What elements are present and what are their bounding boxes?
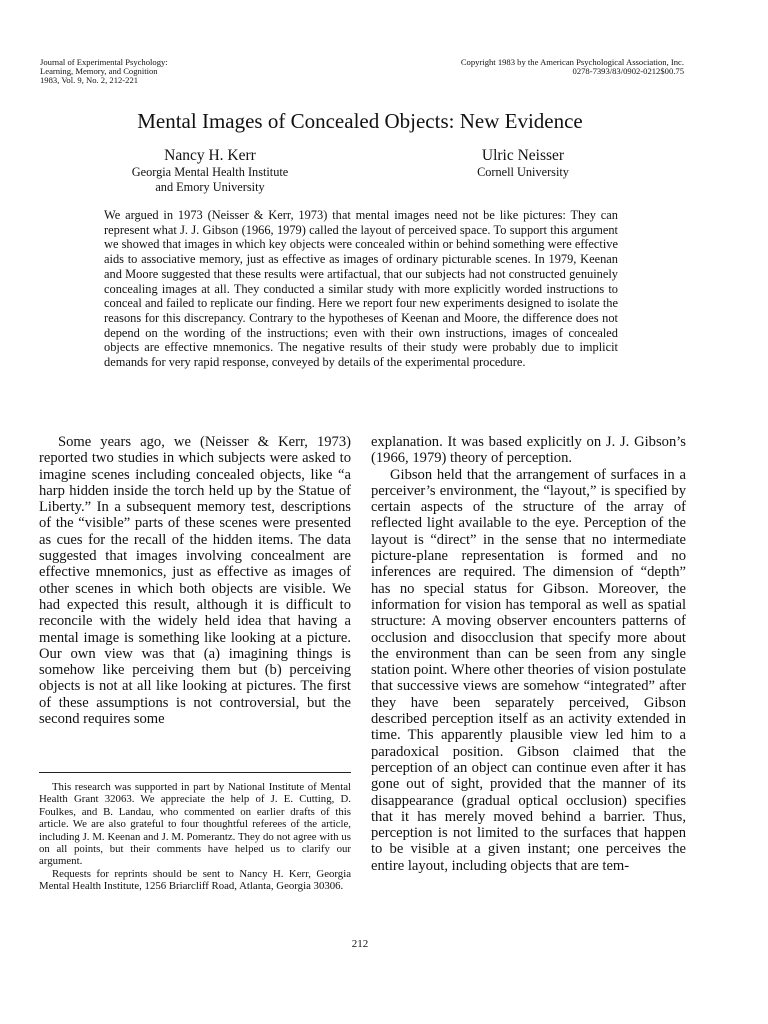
body-paragraph: explanation. It was based explicitly on J. J. Gibson’s (1966, 1979) theory of perception.	[371, 434, 686, 467]
footnotes	[39, 781, 351, 893]
copyright-line: 0278-7393/83/0902-0212$00.75	[572, 66, 684, 77]
body-paragraph: Gibson held that the arrangement of surfaces in a perceiver’s environment, the “layout,” is specified by certain aspects of the structure of the array of reflected light available to the eye. Perception of the layout is “direct” in the sense that no intermediate picture-plane representation is formed and no inferences are required. The dimension of “depth” has no special status for Gibson. Moreover, the information for vision has temporal as well as spatial structure: A moving observer encounters patterns of occlusion and disocclusion that specify more about the environment than can be seen from any single station point. Where other theories of vision postulate that successive views are somehow “integrated” after they have been separately perceived, Gibson described perception itself as an activity extended in time. This apparently plausible view led him to a paradoxical position. Gibson claimed that the perception of an object can continue even after it has gone out of sight, provided that the manner of its disappearance (gradual optical occlusion) specifies that it has merely moved behind a barrier. Thus, perception is not limited to the surfaces that happen to be visible at a given instant; one perceives the entire layout, including objects that are tem-	[371, 466, 686, 874]
copyright-line: Copyright 1983 by the American Psychological Association, Inc.	[460, 57, 684, 67]
journal-citation-line: 1983, Vol. 9, No. 2, 212-221	[40, 75, 139, 86]
abstract: We argued in 1973 (Neisser & Kerr, 1973) that mental images need not be like pictures: They can represent what J. J. Gibson (1966, 1979) called the layout of perceived space. To support this argument we showed that images in which key objects were concealed within or behind something were effective aids to associative memory, just as effective as images of ordinary picturable scenes. In 1979, Keenan and Moore suggested that these results were artifactual, that our subjects had not constructed genuinely concealing images at all. They conducted a similar study with more explicitly worded instructions to conceal and failed to replicate our finding. Here we report four new experiments designed to isolate the reasons for this discrepancy. Contrary to the hypotheses of Keenan and Moore, the difference does not depend on the wording of the instructions; even with their own instructions, images of concealed objects are effective mnemonics. The negative results of their study were probably due to implicit demands for very rapid response, conveyed by details of the experimental procedure.	[104, 208, 618, 370]
footnote-divider	[39, 772, 351, 773]
footnote: Requests for reprints should be sent to Nancy H. Kerr, Georgia Mental Health Institute, 1256 Briarcliff Road, Atlanta, Georgia 30306.	[39, 867, 351, 893]
body-column-right	[371, 434, 686, 874]
author-name: Ulric Neisser	[481, 147, 565, 164]
journal-citation-line: Journal of Experimental Psychology:	[40, 57, 168, 67]
author-affiliation: and Emory University	[155, 179, 265, 194]
article-title: Mental Images of Concealed Objects: New Evidence	[137, 109, 583, 133]
body-column-left	[39, 434, 351, 727]
author-affiliation: Georgia Mental Health Institute	[131, 165, 289, 179]
copyright-notice	[461, 58, 684, 76]
author-affiliation: Cornell University	[477, 165, 569, 179]
footnote: This research was supported in part by National Institute of Mental Health Grant 32063. We appreciate the help of J. E. Cutting, D. Foulkes, and B. Landau, who commented on earlier drafts of this article. We are also grateful to four thoughtful referees of the article, including J. M. Keenan and J. M. Pomerantz. They do not agree with us on all points, but their comments have helped us to clarify our argument.	[39, 781, 351, 868]
body-paragraph: Some years ago, we (Neisser & Kerr, 1973) reported two studies in which subjects were asked to imagine scenes including concealed objects, like “a harp hidden inside the torch held up by the Statue of Liberty.” In a subsequent memory test, descriptions of the “visible” parts of these scenes were presented as cues for the recall of the hidden items. The data suggested that images involving concealment are effective mnemonics, just as effective as images of other scenes in which both objects are visible. We had expected this result, although it is difficult to reconcile with the widely held idea that having a mental image is something like looking at a picture. Our own view was that (a) imagining things is somehow like perceiving them but (b) perceiving objects is not at all like looking at pictures. The first of these assumptions is not controversial, but the second requires some	[39, 434, 351, 728]
author-block-neisser	[420, 147, 626, 180]
author-block-kerr	[80, 147, 340, 194]
page-number: 212	[351, 938, 369, 950]
journal-citation	[40, 58, 168, 86]
author-name: Nancy H. Kerr	[164, 147, 256, 164]
journal-citation-line: Learning, Memory, and Cognition	[40, 66, 158, 77]
